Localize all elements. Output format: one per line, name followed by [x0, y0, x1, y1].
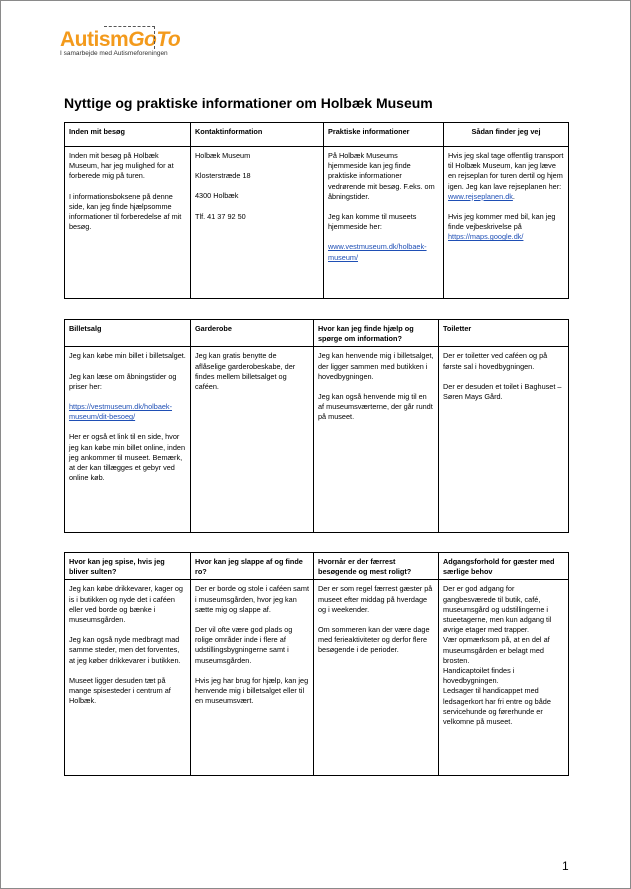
- table-cell: [191, 580, 314, 776]
- google-maps-link[interactable]: https://maps.google.dk/: [448, 232, 524, 242]
- table-cell: [191, 347, 314, 533]
- paragraph: Der er desuden et toilet i Baghuset – Søren Mays Gård.: [443, 381, 562, 402]
- page-title: Nyttige og praktiske informationer om Holbæk Museum: [64, 95, 433, 111]
- paragraph: Museet ligger desuden tæt på mange spisesteder i centrum af Holbæk.: [69, 675, 171, 706]
- paragraph: Her er også et link til en side, hvor jeg kan købe min billet online, inden jeg ankommer til museet. Bemærk, at der kan tillægges et gebyr ved online køb.: [69, 432, 186, 483]
- header-cell: Hvor kan jeg slappe af og finde ro?: [191, 553, 314, 580]
- contact-name: Holbæk Museum: [195, 151, 251, 160]
- logo-dashed-path: [104, 26, 155, 49]
- paragraph: Jeg kan komme til museets hjemmeside her:: [328, 212, 417, 232]
- header-cell: Garderobe: [191, 320, 314, 347]
- paragraph: Jeg kan købe drikkevarer, kager og is i butikken og nyde det i caféen eller ved borde og bænke i museumsgården.: [69, 584, 183, 625]
- header-cell: Hvor kan jeg spise, hvis jeg bliver sulten?: [65, 553, 191, 580]
- logo-wordmark: [60, 28, 180, 52]
- header-cell: Sådan finder jeg vej: [444, 123, 569, 147]
- table-cell: [65, 147, 191, 299]
- info-table-2: [64, 319, 569, 533]
- table-cell: [191, 147, 324, 299]
- paragraph: På Holbæk Museums hjemmeside kan jeg finde praktiske informationer vedrørende mit besøg. F.eks. om åbningstider.: [328, 151, 435, 201]
- paragraph: I informationsboksene på denne side, kan jeg finde hjælpsomme informationer til forberedelse af mit besøg.: [69, 191, 182, 232]
- table-cell: [439, 347, 569, 533]
- table-cell: [439, 580, 569, 776]
- paragraph: Jeg kan henvende mig i billetsalget, der ligger sammen med butikken i hovedbygningen.: [318, 351, 434, 381]
- paragraph: Hvis jeg har brug for hjælp, kan jeg henvende mig i billetsalget eller til en museumsvært.: [195, 675, 309, 706]
- table-cell: [65, 580, 191, 776]
- paragraph: Vær opmærksom på, at en del af museumsgården er belagt med brosten.: [443, 635, 550, 665]
- info-table-1: [64, 122, 569, 299]
- page-number: 1: [562, 859, 569, 873]
- logo-subtitle: I samarbejde med Autismeforeningen: [60, 50, 168, 57]
- paragraph: Jeg kan også henvende mig til en af museumsværterne, der går rundt på museet.: [318, 392, 433, 422]
- paragraph: Jeg kan også nyde medbragt mad samme steder, men det forventes, at jeg køber drikkevarer i butikken.: [69, 635, 181, 665]
- info-table-3: [64, 552, 569, 776]
- rejseplanen-link[interactable]: www.rejseplanen.dk: [448, 191, 513, 201]
- paragraph: Ledsager til handicappet med ledsagerkort har fri entre og både servicehunde og førerhunde er velkomne på museet.: [443, 686, 551, 727]
- contact-phone: Tlf. 41 37 92 50: [195, 211, 246, 221]
- header-cell: Adgangsforhold for gæster med særlige behov: [439, 553, 569, 580]
- header-cell: Praktiske informationer: [324, 123, 444, 147]
- paragraph: Der er god adgang for gangbesværede til butik, café, museumsgård og udstillingerne i stueetagerne, men kun adgang til øvrige etager med trapper.: [443, 584, 552, 635]
- paragraph: Hvis jeg kommer med bil, kan jeg finde vejbeskrivelse på: [448, 212, 556, 232]
- paragraph: Handicaptoilet findes i hovedbygningen.: [443, 666, 515, 686]
- logo-word-b: GoTo: [128, 28, 181, 51]
- table-cell: [314, 580, 439, 776]
- header-cell: Hvor kan jeg finde hjælp og spørge om information?: [314, 320, 439, 347]
- header-cell: Kontaktinformation: [191, 123, 324, 147]
- table-cell: [324, 147, 444, 299]
- header-cell: Inden mit besøg: [65, 123, 191, 147]
- paragraph: Der er borde og stole i caféen samt i museumsgården, hvor jeg kan sætte mig og slappe af.: [195, 584, 309, 614]
- table-cell: Hvis jeg skal tage offentlig transport til Holbæk Museum, kan jeg læve en rejseplan for turen dertil og hjem igen. Jeg kan lave rejseplanen her: www.rejseplanen.dk. Hvis jeg kommer med bil, kan jeg finde vejbeskrivelse på https://maps.google.dk/: [444, 147, 569, 299]
- paragraph: Inden mit besøg på Holbæk Museum, har jeg mulighed for at forberede mig på turen.: [69, 151, 174, 181]
- autismgoto-logo: [60, 28, 180, 57]
- contact-street: Klosterstræde 18: [195, 171, 251, 181]
- table-cell: [65, 347, 191, 533]
- museum-website-link[interactable]: www.vestmuseum.dk/holbaek-museum/: [328, 242, 427, 262]
- header-cell: Toiletter: [439, 320, 569, 347]
- paragraph: Om sommeren kan der være dage med ferieaktiviteter og derfor flere besøgende i de perioder.: [318, 625, 430, 655]
- paragraph: Der vil ofte være god plads og rolige områder inde i flere af udstillingsbygningerne samt i museumsgården.: [195, 625, 293, 665]
- header-cell: Billetsalg: [65, 320, 191, 347]
- paragraph: Der er toiletter ved caféen og på første sal i hovedbygningen.: [443, 351, 548, 371]
- contact-city: 4300 Holbæk: [195, 191, 239, 201]
- paragraph: Der er som regel færrest gæster på museet efter middag på hverdage og i weekender.: [318, 584, 433, 614]
- paragraph: Jeg kan gratis benytte de aflåselige garderobeskabe, der findes mellem billetsalget og caféen.: [195, 351, 296, 392]
- dit-besoeg-link[interactable]: https://vestmuseum.dk/holbaek-museum/dit-besoeg/: [69, 402, 173, 422]
- paragraph: Hvis jeg skal tage offentlig transport til Holbæk Museum, kan jeg læve en rejseplan for turen dertil og hjem igen. Jeg kan lave rejseplanen her:: [448, 151, 564, 191]
- paragraph: Jeg kan købe min billet i billetsalget.: [69, 351, 186, 361]
- table-cell: [314, 347, 439, 533]
- paragraph: Jeg kan læse om åbningstider og priser her:: [69, 371, 177, 391]
- header-cell: Hvornår er der færrest besøgende og mest roligt?: [314, 553, 439, 580]
- logo-word-a: Autism: [60, 28, 129, 51]
